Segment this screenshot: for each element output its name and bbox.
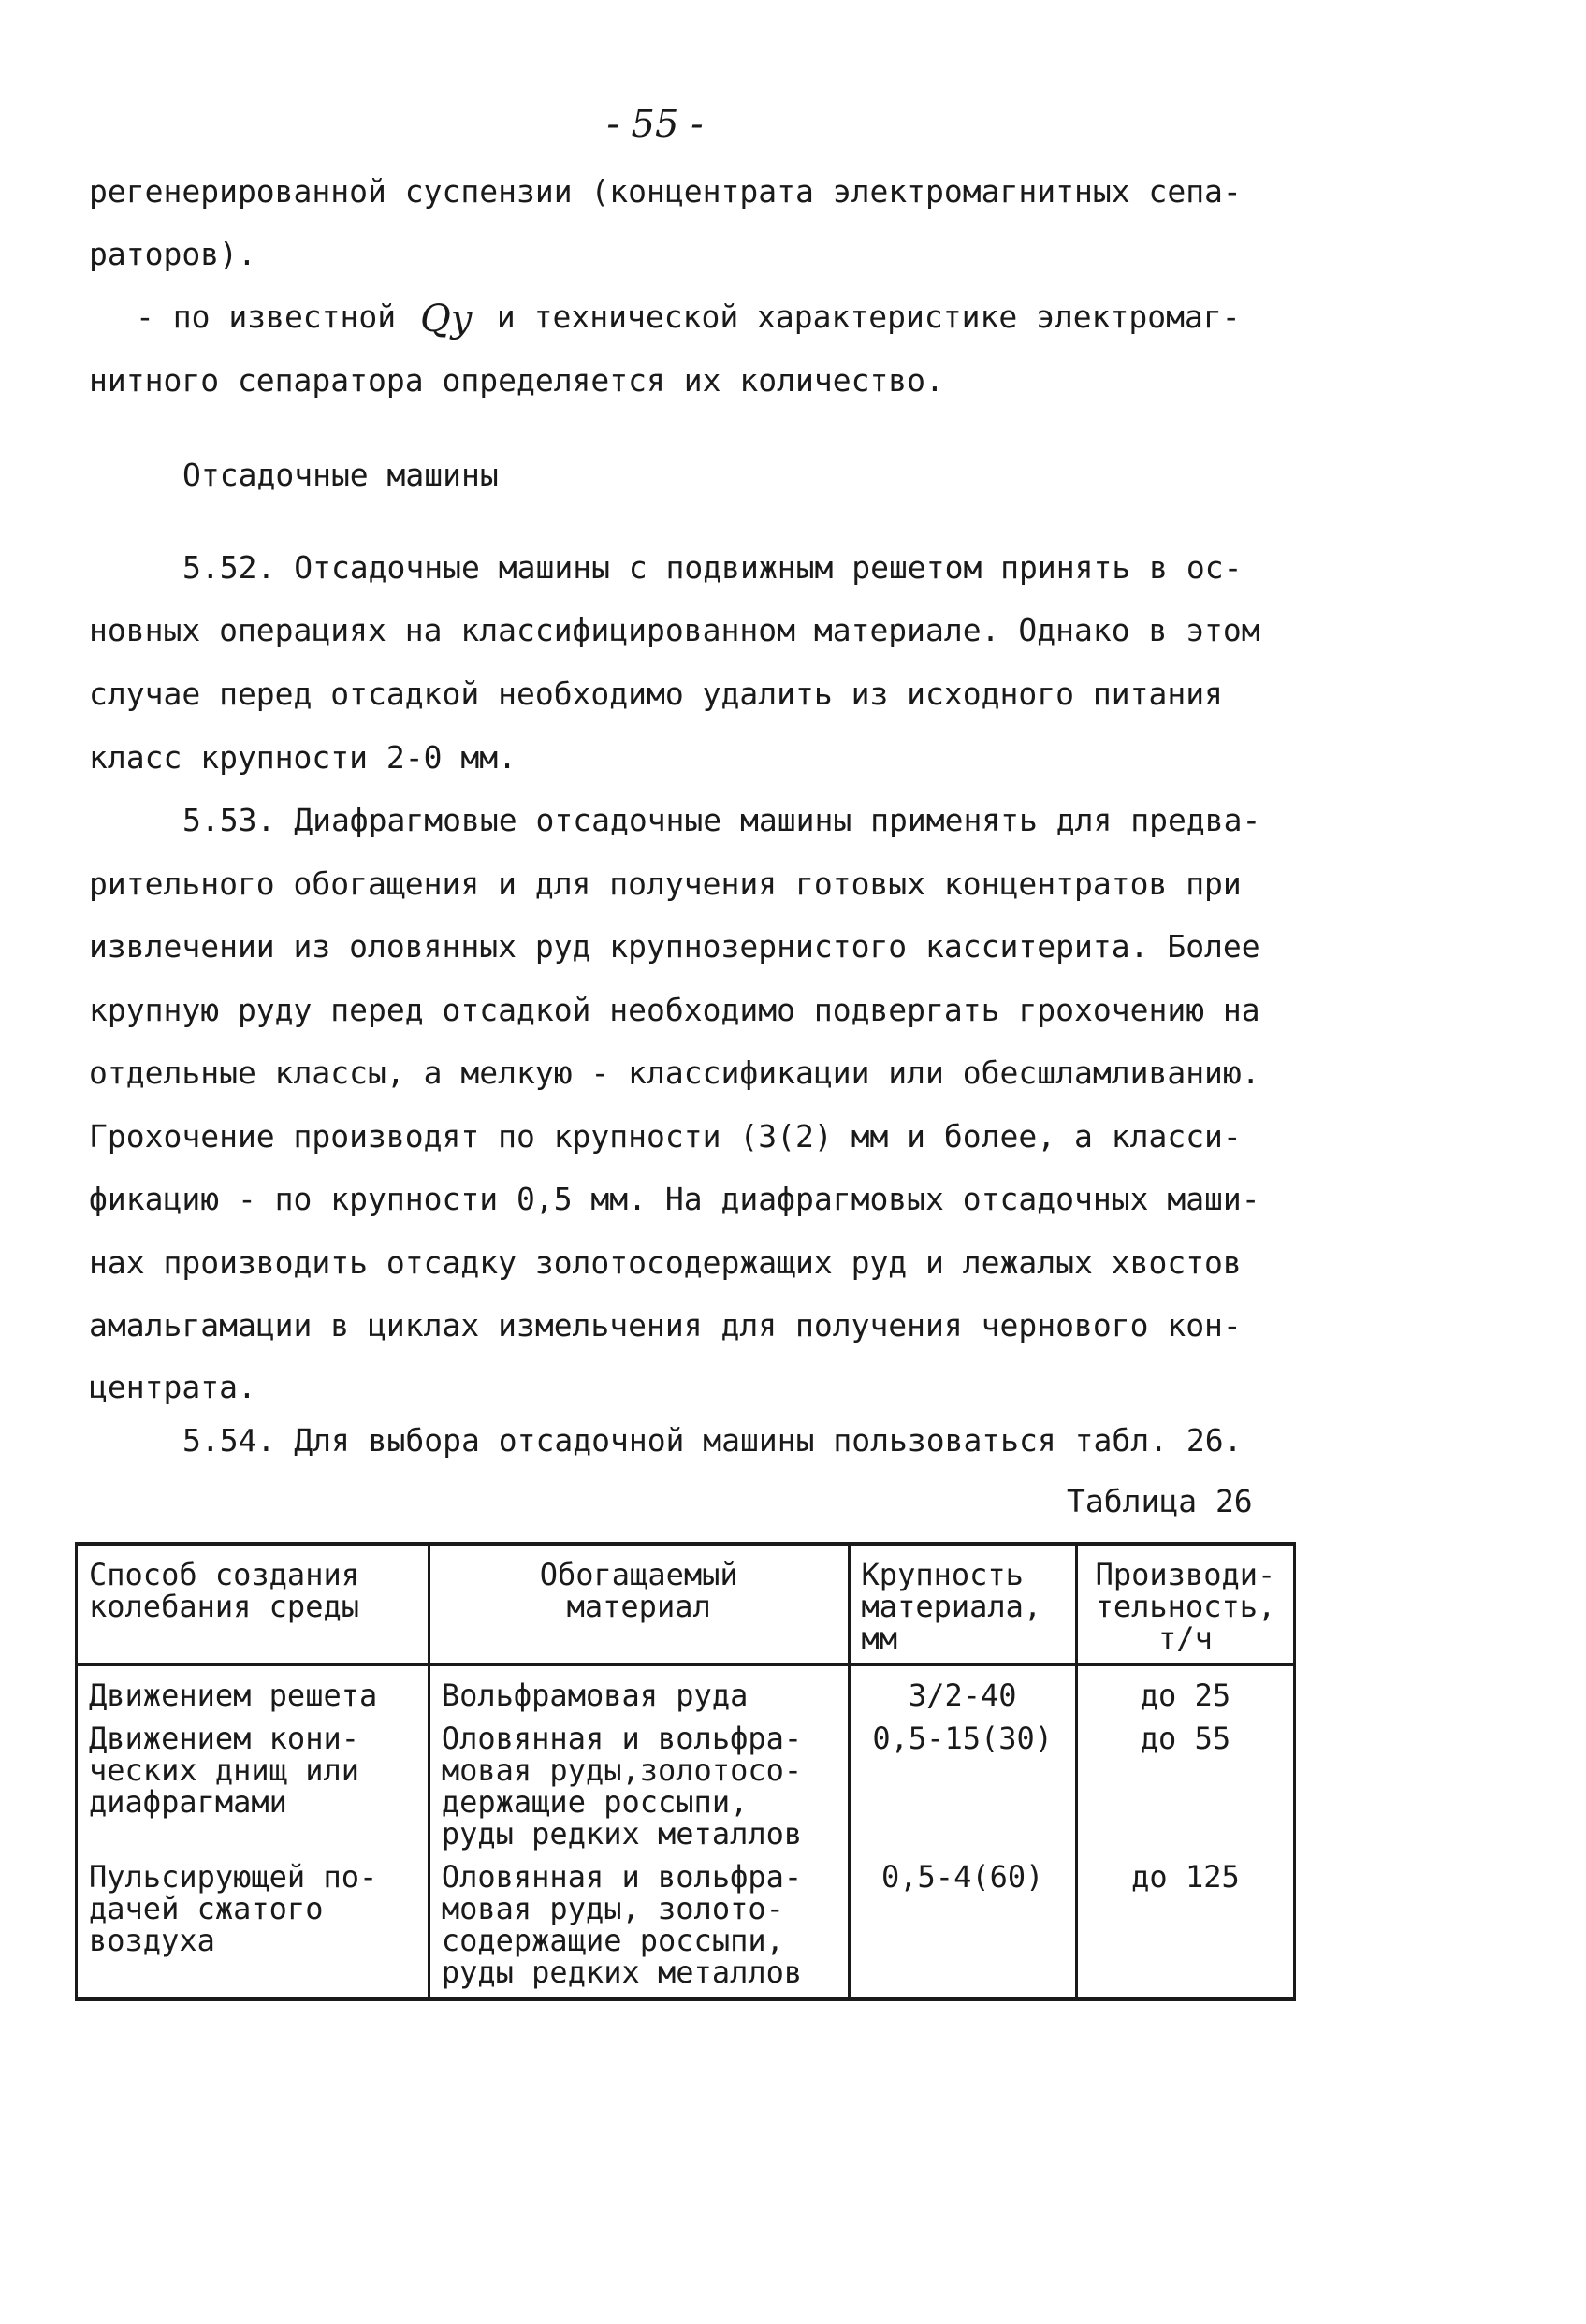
table-row: [77, 1717, 1295, 1855]
text-line: новных операциях на классифицированном материале. Однако в этом: [89, 612, 1260, 648]
table-cell: 0,5-15(30): [849, 1717, 1076, 1855]
text-line: фикацию - по крупности 0,5 мм. На диафрагмовых отсадочных маши-: [89, 1181, 1260, 1217]
table-cell: Движением решета: [77, 1665, 429, 1718]
text-line: рительного обогащения и для получения готовых концентратов при: [89, 865, 1242, 902]
text-line: случае перед отсадкой необходимо удалить из исходного питания: [89, 675, 1223, 712]
text-line: амальгамации в циклах измельчения для получения чернового кон-: [89, 1307, 1242, 1344]
text-line: 5.54. Для выбора отсадочной машины пользоваться табл. 26.: [182, 1422, 1243, 1459]
table-row: [77, 1855, 1295, 1999]
table-cell: Оловянная и вольфра- мовая руды,золотосо- держащие россыпи, руды редких металлов: [429, 1717, 849, 1855]
text-line: Грохочение производят по крупности (3(2) мм и более, а класси-: [89, 1118, 1242, 1155]
text-line: нах производить отсадку золотосодержащих руд и лежалых хвостов: [89, 1244, 1242, 1281]
page-number: - 55 -: [606, 103, 704, 146]
text-line: нитного сепаратора определяется их количество.: [89, 362, 944, 399]
section-heading: Отсадочные машины: [182, 457, 499, 493]
formula-q-u: Qу: [420, 298, 473, 341]
text-line: раторов).: [89, 236, 256, 272]
jigging-machines-table: [75, 1542, 1296, 2001]
text-line: класс крупности 2-0 мм.: [89, 739, 517, 776]
table-row: [77, 1665, 1295, 1718]
text-line: крупную руду перед отсадкой необходимо подвергать грохочению на: [89, 992, 1260, 1028]
table-header-cell: Способ создания колебания среды: [77, 1544, 429, 1665]
table-cell: 3/2-40: [849, 1665, 1076, 1718]
text-line: извлечении из оловянных руд крупнозернистого касситерита. Более: [89, 928, 1260, 965]
table-cell: Движением кони- ческих днищ или диафрагмами: [77, 1717, 429, 1855]
table-cell: до 25: [1076, 1665, 1294, 1718]
table-caption: Таблица 26: [1067, 1483, 1253, 1519]
text-line: 5.52. Отсадочные машины с подвижным решетом принять в ос-: [182, 549, 1243, 586]
text-segment: - по известной: [136, 298, 397, 335]
text-line: [136, 298, 1241, 341]
table-header-cell: Крупность материала, мм: [849, 1544, 1076, 1665]
table-cell: до 55: [1076, 1717, 1294, 1855]
table-cell: 0,5-4(60): [849, 1855, 1076, 1999]
table-header-cell: Обогащаемый материал: [429, 1544, 849, 1665]
table-header-row: [77, 1544, 1295, 1665]
table-header-cell: Производи- тельность, т/ч: [1076, 1544, 1294, 1665]
table-cell: до 125: [1076, 1855, 1294, 1999]
text-line: центрата.: [89, 1369, 256, 1405]
table-cell: Пульсирующей по- дачей сжатого воздуха: [77, 1855, 429, 1999]
text-line: 5.53. Диафрагмовые отсадочные машины применять для предва-: [182, 802, 1261, 838]
text-line: регенерированной суспензии (концентрата электромагнитных сепа-: [89, 173, 1242, 210]
text-line: отдельные классы, а мелкую - классификации или обесшламливанию.: [89, 1054, 1260, 1091]
table-cell: Вольфрамовая руда: [429, 1665, 849, 1718]
table-cell: Оловянная и вольфра- мовая руды, золото- содержащие россыпи, руды редких металлов: [429, 1855, 849, 1999]
text-segment: и технической характеристике электромаг-: [496, 298, 1241, 335]
